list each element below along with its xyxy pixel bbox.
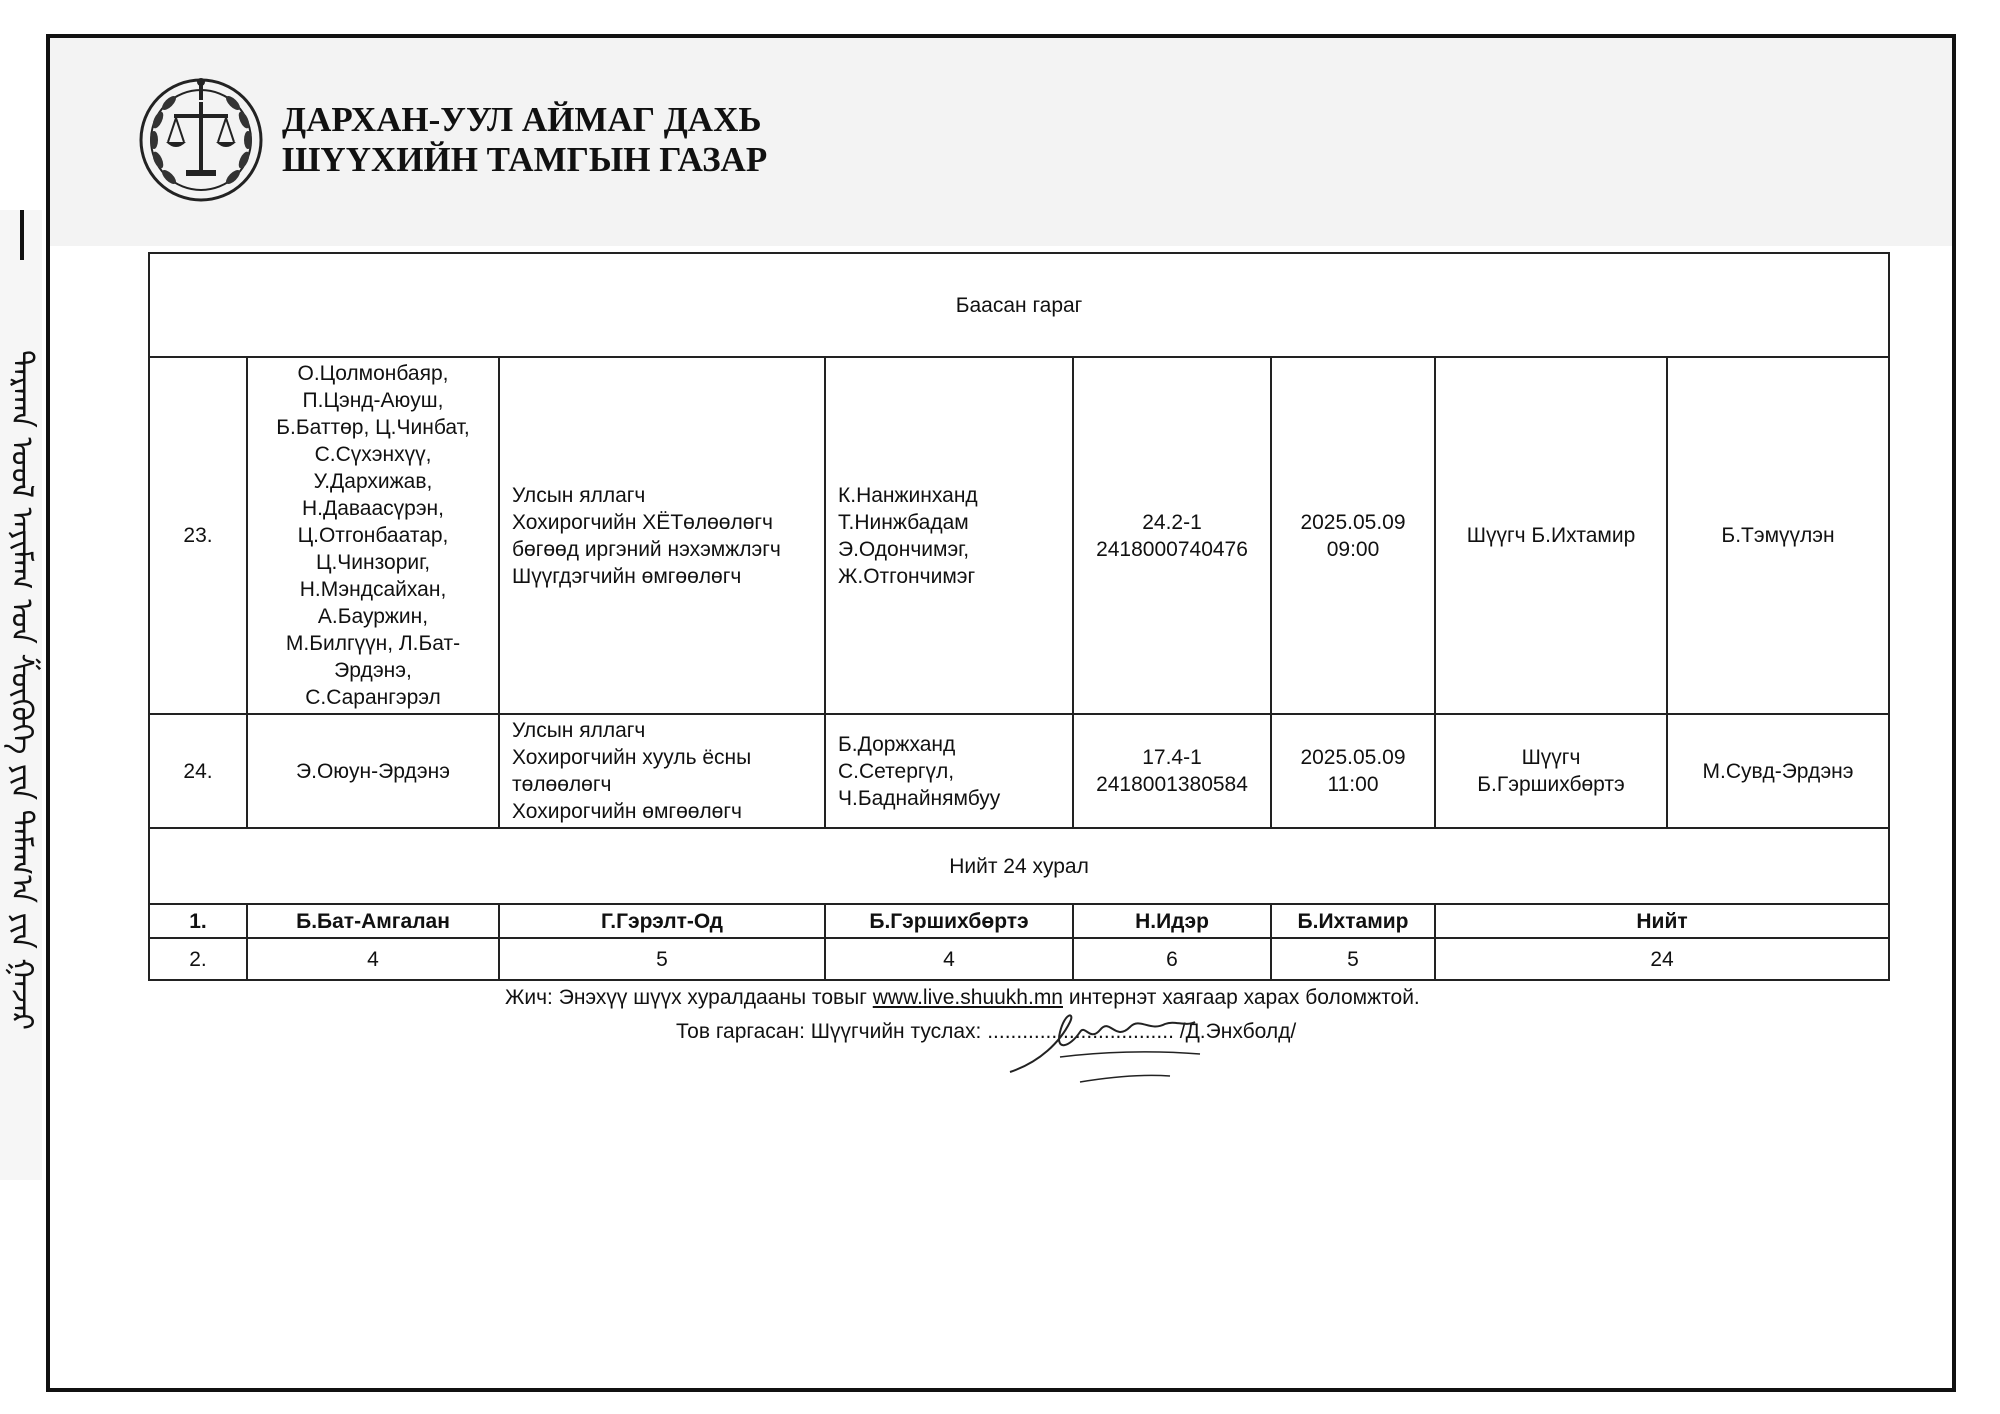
stat-count: 4	[247, 938, 499, 980]
stat-judge: Г.Гэрэлт-Од	[499, 904, 825, 938]
participant: Эрдэнэ,	[334, 659, 412, 682]
roles-cell	[499, 357, 825, 714]
representative: К.Нанжинханд	[838, 483, 978, 507]
day-row	[149, 253, 1889, 357]
stat-judge: Б.Ихтамир	[1271, 904, 1435, 938]
participant: О.Цолмонбаяр,	[297, 362, 449, 385]
participant: С.Сүхэнхүү,	[314, 443, 432, 466]
participants-cell	[247, 714, 499, 828]
roles-cell	[499, 714, 825, 828]
stat-count: 4	[825, 938, 1073, 980]
note-prefix: Жич: Энэхүү шүүх хуралдааны товыг	[505, 986, 873, 1009]
total-row	[149, 828, 1889, 904]
secretary-cell: Б.Тэмүүлэн	[1667, 357, 1889, 714]
table-row	[149, 357, 1889, 714]
judge-title: Шүүгч	[1521, 746, 1581, 769]
role: Хохирогчийн хууль ёсны	[512, 746, 752, 769]
hearing-date: 2025.05.09	[1300, 746, 1406, 769]
participant: А.Бауржин,	[317, 605, 429, 628]
stat-total-count: 24	[1435, 938, 1889, 980]
role: Улсын яллагч	[512, 483, 646, 507]
vertical-mongolian-script: ᠳᠠᠷᠬᠠᠨ ᠤᠤᠯ ᠠᠶᠢᠮᠠᠭ ᠤᠨ ᠱᠦᠭᠦᠬᠡ ᠶᠢᠨ ᠲᠠᠮᠠᠭ᠎ᠠ ᠶᠢᠨ ᠭᠠᠵᠠᠷ	[4, 349, 39, 1031]
day-label: Баасан гараг	[149, 253, 1889, 357]
judge-name: Б.Гэршихбөртэ	[1477, 773, 1625, 796]
note-suffix: интернэт хаягаар харах боломжтой.	[1063, 986, 1420, 1009]
participant: П.Цэнд-Аюуш,	[302, 389, 444, 412]
hearing-time: 09:00	[1326, 537, 1380, 561]
representative: Т.Нинжбадам	[838, 510, 969, 534]
representative: Ч.Баднайнямбуу	[838, 786, 1001, 810]
participant: У.Дархижав,	[313, 470, 433, 493]
case-number: 23.	[149, 357, 247, 714]
case-number: 24.	[149, 714, 247, 828]
stat-judge: Б.Бат-Амгалан	[247, 904, 499, 938]
table-row	[149, 714, 1889, 828]
role: төлөөлөгч	[512, 773, 612, 796]
article-code: 24.2-1	[1142, 510, 1202, 534]
stat-row-number: 2.	[149, 938, 247, 980]
participant: М.Билгүүн, Л.Бат-	[285, 632, 461, 655]
participant: Н.Даваасүрэн,	[301, 497, 444, 520]
representative: Э.Одончимэг,	[838, 537, 970, 561]
org-title	[282, 100, 767, 180]
hearing-time: 11:00	[1327, 773, 1379, 796]
stat-total-label: Нийт	[1435, 904, 1889, 938]
note	[505, 986, 1420, 1010]
role: Хохирогчийн өмгөөлөгч	[512, 800, 742, 823]
names-cell	[825, 357, 1073, 714]
role: бөгөөд иргэний нэхэмжлэгч	[512, 537, 781, 561]
judge-cell	[1435, 357, 1667, 714]
case-index: 2418000740476	[1096, 537, 1248, 561]
org-title-line1: ДАРХАН-УУЛ АЙМАГ ДАХЬ	[282, 100, 762, 139]
participant: Э.Оюун-Эрдэнэ	[296, 759, 450, 783]
representative: Ж.Отгончимэг	[838, 564, 976, 588]
representative: С.Сетергүл,	[838, 759, 955, 783]
participant: Б.Баттөр, Ц.Чинбат,	[276, 416, 470, 439]
article-cell	[1073, 357, 1271, 714]
case-index: 2418001380584	[1096, 773, 1248, 796]
stat-count: 6	[1073, 938, 1271, 980]
datetime-cell	[1271, 357, 1435, 714]
article-cell	[1073, 714, 1271, 828]
secretary-cell: М.Сувд-Эрдэнэ	[1667, 714, 1889, 828]
signature-icon	[1000, 1002, 1230, 1092]
stat-count: 5	[499, 938, 825, 980]
participants-cell	[247, 357, 499, 714]
judge-name: Шүүгч Б.Ихтамир	[1466, 524, 1636, 547]
hearing-schedule-table	[148, 252, 1890, 981]
stat-judge: Н.Идэр	[1073, 904, 1271, 938]
stat-count: 5	[1271, 938, 1435, 980]
role: Хохирогчийн ХЁТөлөөлөгч	[512, 510, 773, 534]
stats-values-row	[149, 938, 1889, 980]
names-cell	[825, 714, 1073, 828]
stats-header-row	[149, 904, 1889, 938]
stat-judge: Б.Гэршихбөртэ	[825, 904, 1073, 938]
datetime-cell	[1271, 714, 1435, 828]
prepared-by: Тов гаргасан: Шүүгчийн туслах: ................................ /Д.Энхболд/	[676, 1020, 1297, 1043]
org-title-line2: ШҮҮХИЙН ТАМГЫН ГАЗАР	[282, 140, 768, 179]
representative: Б.Доржханд	[838, 732, 956, 756]
participant: Ц.Отгонбаатар,	[297, 524, 449, 547]
judge-cell	[1435, 714, 1667, 828]
total-hearings: Нийт 24 хурал	[149, 828, 1889, 904]
website-link[interactable]: www.live.shuukh.mn	[872, 986, 1063, 1009]
role: Улсын яллагч	[512, 719, 646, 742]
stat-row-number: 1.	[149, 904, 247, 938]
participant: Н.Мэндсайхан,	[299, 578, 447, 601]
hearing-date: 2025.05.09	[1300, 510, 1406, 534]
article-code: 17.4-1	[1142, 746, 1202, 769]
role: Шүүгдэгчийн өмгөөлөгч	[512, 564, 742, 588]
participant: С.Сарангэрэл	[305, 686, 441, 709]
participant: Ц.Чинзориг,	[315, 551, 431, 574]
court-emblem-icon	[138, 70, 264, 204]
